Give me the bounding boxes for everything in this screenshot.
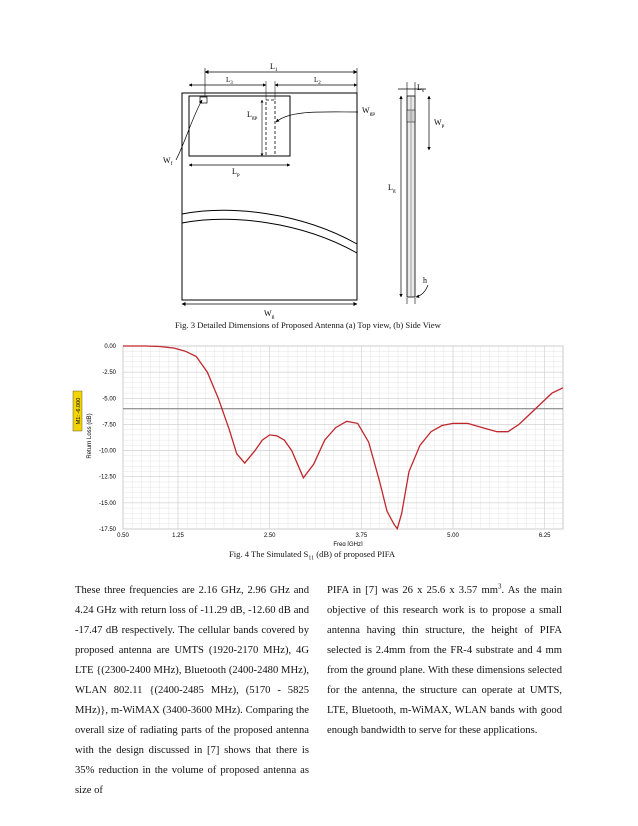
fig3-antenna-diagram (0, 0, 638, 330)
y-tick-label: -7.50 (102, 422, 116, 429)
y-tick-label: 0.00 (104, 344, 116, 350)
right-paragraph: PIFA in [7] was 26 x 25.6 x 3.57 $mm^3$. As the main objective of this research work is to propose a small antenna having thin structure, the height of PIFA selected is 2.4mm from the FR-4 substrate and 4 mm from the ground plane. With these dimensions selected for the antenna, the structure can operate at UMTS, LTE, Bluetooth, m-WiMAX, WLAN bands with good enough bandwidth to serve for these applications. (327, 582, 562, 736)
label-Ls: $L_s$ (417, 83, 425, 94)
x-tick-label: 1.25 (172, 533, 184, 539)
label-Wg: $W_g$ (264, 309, 275, 320)
label-L3: $L_3$ (226, 76, 233, 86)
fig4-caption-post: (dB) of proposed PIFA (314, 549, 396, 559)
y-tick-label: -10.00 (98, 448, 116, 455)
left-column-text (75, 581, 309, 801)
marker-badge-label: M1: -6.000 (76, 397, 82, 425)
ground-plane (182, 93, 357, 300)
label-Lgp: $L_{gp}$ (247, 110, 258, 121)
y-tick-label: -2.50 (102, 370, 116, 377)
y-tick-label: -12.50 (98, 474, 116, 481)
x-tick-label: 2.50 (263, 533, 276, 539)
y-tick-label: -17.50 (98, 527, 116, 533)
fig3-caption: Fig. 3 Detailed Dimensions of Proposed Antenna (a) Top view, (b) Side View (175, 320, 441, 330)
y-tick-label: -5.00 (102, 396, 116, 403)
fig4-caption-pre: Fig. 4 The Simulated S (229, 549, 309, 559)
left-paragraph: These three frequencies are 2.16 GHz, 2.96 GHz and 4.24 GHz with return loss of -11.29 dB, -12.60 dB and -17.47 dB respectively. The cellular bands covered by proposed antenna are UMTS (1920-2170 MHz), 4G LTE {(2300-2400 MHz), Bluetooth (2400-2480 MHz), WLAN 802.11 {(2400-2485 MHz), (5170 - 5825 MHz)}, m-WiMAX (3400-3600 MHz). Comparing the overall size of radiating parts of the proposed antenna with the design discussed in [7] shows that there is 35% reduction in the volume of proposed antenna as size of (75, 585, 309, 796)
y-tick-label: -15.00 (98, 500, 116, 507)
label-Lg: $L_g$ (388, 183, 396, 194)
label-h: h (423, 276, 427, 285)
shorting-strip (266, 100, 275, 156)
label-Wp: $W_p$ (434, 118, 445, 129)
fig4-caption-sub: 11 (308, 555, 315, 562)
fig4-caption (229, 549, 395, 562)
right-column-text (327, 581, 562, 741)
label-Lp: $L_p$ (232, 167, 240, 178)
curved-slot-lower (182, 219, 357, 253)
x-tick-label: 6.25 (538, 533, 551, 539)
curved-slot-upper (182, 210, 357, 244)
label-L1: $L_1$ (270, 62, 278, 73)
label-Wf: $W_f$ (163, 156, 173, 167)
label-L2: $L_2$ (314, 76, 321, 86)
label-Wgp: $W_{gp}$ (362, 106, 376, 117)
x-tick-label: 3.75 (355, 533, 368, 539)
x-axis-label: Freq [GHz] (333, 542, 363, 546)
s11-chart (0, 336, 638, 546)
x-tick-label: 0.50 (117, 533, 129, 539)
y-axis-label: Return Loss (dB) (87, 413, 93, 459)
x-tick-label: 5.00 (447, 533, 459, 539)
